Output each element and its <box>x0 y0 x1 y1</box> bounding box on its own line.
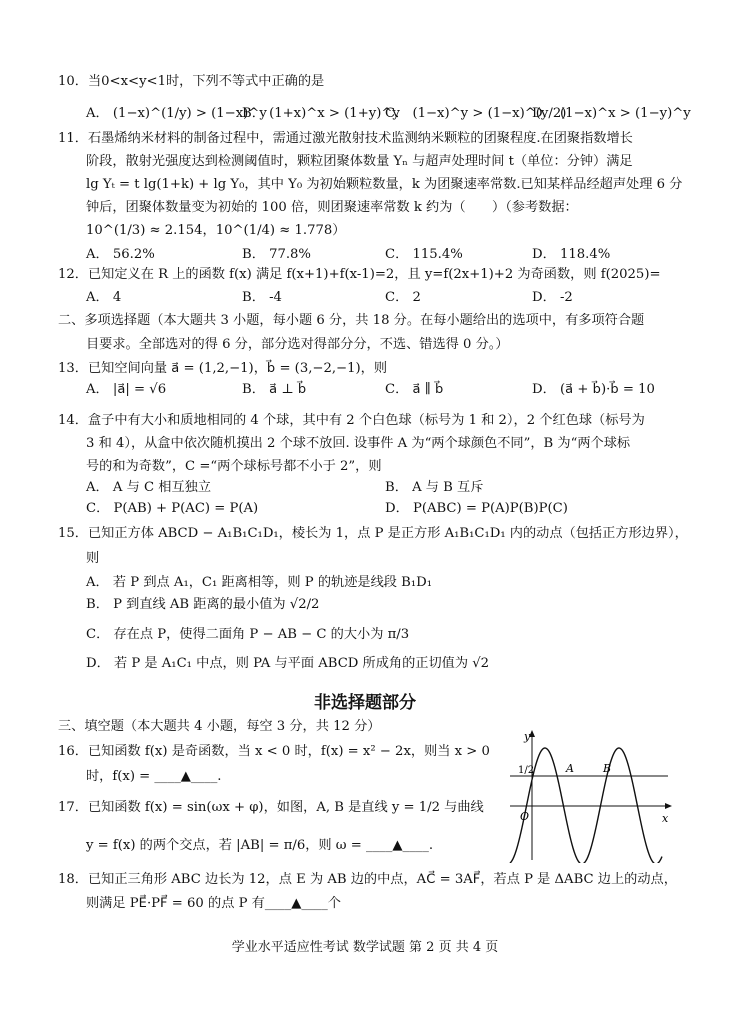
q11-line-2: 阶段，散射光强度达到检测阈值时，颗粒团聚体数量 Yₙ 与超声处理时间 t（单位：分钟）满足 <box>86 154 633 169</box>
q11-line-1: 11．石墨烯纳米材料的制备过程中，需通过激光散射技术监测纳米颗粒的团聚程度.在团聚指数增长 <box>58 131 633 146</box>
q13-option-c: C． a⃗ ∥ b⃗ <box>385 382 444 397</box>
q12-option-a: A． 4 <box>86 290 122 305</box>
q15-line-2: 则 <box>86 551 100 566</box>
x-axis-arrow <box>665 803 672 809</box>
q11-option-c: C． 115.4% <box>385 247 463 262</box>
q13-option-d: D． (a⃗ + b⃗)·b⃗ = 10 <box>532 382 655 397</box>
q12-option-d: D． -2 <box>532 290 573 305</box>
sine-curve-figure <box>490 728 675 863</box>
point-b-label: B <box>603 762 612 775</box>
q18-line-1: 18．已知正三角形 ABC 边长为 12，点 E 为 AB 边的中点，AC⃗ = 3AF⃗，若点 P 是 ΔABC 边上的动点， <box>58 872 677 887</box>
q13-option-b: B． a⃗ ⊥ b⃗ <box>242 382 307 397</box>
q16-line-2: 时，f(x) = ____▲____. <box>86 769 222 784</box>
y-axis-label: y <box>524 730 531 743</box>
q11-option-a: A． 56.2% <box>86 247 155 262</box>
part-2-title: 非选择题部分 <box>314 693 416 713</box>
q17-line-2: y = f(x) 的两个交点，若 |AB| = π/6，则 ω = ____▲____. <box>86 838 434 853</box>
q14-option-a: A． A 与 C 相互独立 <box>86 480 212 495</box>
q10-stem: 10．当0<x<y<1时，下列不等式中正确的是 <box>58 74 325 89</box>
section-2-heading: 二、多项选择题（本大题共 3 小题，每小题 6 分，共 18 分。在每小题给出的选项中，有多项符合题 <box>58 313 645 328</box>
q10-option-d: D． (1−x)^x > (1−y)^y <box>532 106 691 121</box>
origin-label: O <box>520 810 530 823</box>
q11-line-3: lg Yₜ = t lg(1+k) + lg Y₀，其中 Y₀ 为初始颗粒数量，k 为团聚速率常数.已知某样品经超声处理 6 分 <box>86 177 683 192</box>
q14-option-b: B． A 与 B 互斥 <box>385 480 484 495</box>
q15-option-a: A． 若 P 到点 A₁，C₁ 距离相等，则 P 的轨迹是线段 B₁D₁ <box>86 575 433 590</box>
q11-option-b: B． 77.8% <box>242 247 311 262</box>
q14-line-2: 3 和 4），从盒中依次随机摸出 2 个球不放回. 设事件 A 为“两个球颜色不同”，B 为“两个球标 <box>86 436 631 451</box>
q12-option-b: B． -4 <box>242 290 282 305</box>
q12-stem: 12．已知定义在 R 上的函数 f(x) 满足 f(x+1)+f(x-1)=2，且 y=f(2x+1)+2 为奇函数，则 f(2025)= <box>58 267 661 282</box>
q10-option-b: B． (1+x)^x > (1+y)^y <box>242 106 400 121</box>
q11-option-d: D． 118.4% <box>532 247 611 262</box>
q10-option-c: C． (1−x)^y > (1−x)^(y/2) <box>385 106 567 121</box>
q15-line-1: 15．已知正方体 ABCD − A₁B₁C₁D₁，棱长为 1，点 P 是正方形 A₁B₁C₁D₁ 内的动点（包括正方形边界）， <box>58 526 688 541</box>
section-3-heading: 三、填空题（本大题共 4 小题，每空 3 分，共 12 分） <box>58 719 381 734</box>
q16-line-1: 16．已知函数 f(x) 是奇函数，当 x < 0 时，f(x) = x² − 2x，则当 x > 0 <box>58 744 490 759</box>
q15-option-c: C． 存在点 P，使得二面角 P − AB − C 的大小为 π/3 <box>86 627 410 642</box>
q18-line-2: 则满足 PE⃗·PF⃗ = 60 的点 P 有____▲____个 <box>86 896 341 911</box>
q14-option-d: D． P(ABC) = P(A)P(B)P(C) <box>385 501 568 516</box>
q10-option-a: A． (1−x)^(1/y) > (1−x)^y <box>86 106 267 121</box>
q14-option-c: C． P(AB) + P(AC) = P(A) <box>86 501 259 516</box>
q13-stem: 13．已知空间向量 a⃗ = (1,2,−1)，b⃗ = (3,−2,−1)，则 <box>58 361 388 376</box>
q17-line-1: 17．已知函数 f(x) = sin(ωx + φ)，如图，A, B 是直线 y = 1/2 与曲线 <box>58 800 484 815</box>
q15-option-d: D． 若 P 是 A₁C₁ 中点，则 PA 与平面 ABCD 所成角的正切值为 √2 <box>86 656 490 671</box>
q11-line-5: 10^(1/3) ≈ 2.154，10^(1/4) ≈ 1.778） <box>86 223 346 238</box>
q14-line-3: 号的和为奇数”，C =“两个球标号都不小于 2”，则 <box>86 459 382 474</box>
section-2-instructions: 目要求。全部选对的得 6 分，部分选对得部分分，不选、错选得 0 分。） <box>86 337 509 352</box>
q13-option-a: A． |a⃗| = √6 <box>86 382 167 397</box>
half-label: 1/2 <box>518 765 535 776</box>
q11-line-4: 钟后，团聚体数量变为初始的 100 倍，则团聚速率常数 k 约为（ ）（参考数据： <box>86 200 578 215</box>
q14-line-1: 14．盒子中有大小和质地相同的 4 个球，其中有 2 个白色球（标号为 1 和 2），2 个红色球（标号为 <box>58 413 645 428</box>
q12-option-c: C． 2 <box>385 290 421 305</box>
point-a-label: A <box>566 762 574 775</box>
q15-option-b: B． P 到直线 AB 距离的最小值为 √2/2 <box>86 597 320 612</box>
x-axis-label: x <box>662 812 669 825</box>
page-footer: 学业水平适应性考试 数学试题 第 2 页 共 4 页 <box>231 940 499 955</box>
